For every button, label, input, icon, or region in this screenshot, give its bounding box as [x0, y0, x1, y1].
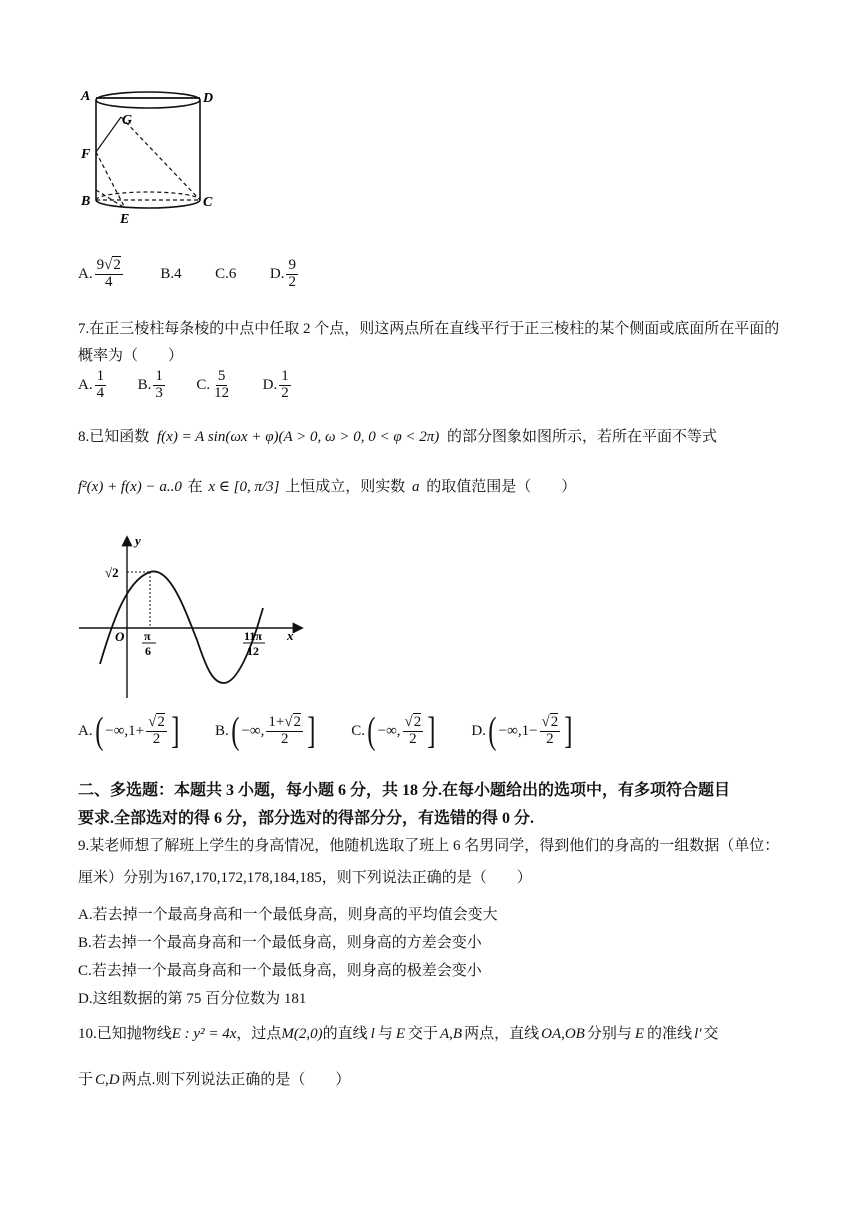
label-B: B — [81, 194, 91, 209]
q6-option-c: C.6 — [215, 265, 237, 282]
q7-options — [78, 369, 293, 402]
sine-curve — [100, 571, 263, 683]
label-F: F — [81, 147, 91, 162]
q8-function-formula: f(x) = A sin(ωx + φ)(A > 0, ω > 0, 0 < φ < 2π) — [157, 429, 440, 445]
x1-den: 6 — [145, 644, 151, 658]
section2-heading-line2: 要求.全部选对的得 6 分，部分选对的得部分分，有选错的得 0 分. — [78, 810, 535, 827]
x-axis-label: x — [287, 628, 294, 643]
section2-heading-line1: 二、多选题：本题共 3 小题，每小题 6 分，共 18 分.在每小题给出的选项中，有多项符合题目 — [78, 782, 731, 799]
q6-option-d: D. $\frac{9}{2}$ — [269, 257, 296, 290]
q9-option-a: A.若去掉一个最高身高和一个最低身高，则身高的平均值会变大 — [78, 907, 498, 923]
origin-label: O — [115, 629, 125, 644]
q7-option-c: C. $\frac{5}{12}$ — [196, 368, 230, 401]
y-axis-label: y — [135, 533, 141, 548]
q6-options — [78, 258, 300, 291]
label-E: E — [120, 212, 130, 227]
x1-num: π — [144, 629, 151, 643]
x2-den: 12 — [247, 644, 259, 658]
q9-height-data: 167,170,172,178,184,185 — [168, 870, 322, 886]
q8-sine-graph — [75, 530, 310, 700]
q9-option-c: C.若去掉一个最高身高和一个最低身高，则身高的极差会变小 — [78, 963, 482, 979]
q8-interval: x ∈ [0, π/3] — [208, 479, 280, 495]
q10-stem-line2: 于 C,D 两点.则下列说法正确的是（ ） — [78, 1072, 351, 1088]
label-A: A — [81, 89, 91, 104]
q8-option-b: B. ( −∞, $\frac{1+√2}{2}$ ] — [215, 710, 316, 752]
ymax-label: √2 — [105, 565, 119, 580]
q6-option-a: A. $\frac{9√2}{4}$ — [78, 257, 121, 290]
x2-num: 11π — [244, 629, 262, 643]
q8-options — [78, 712, 575, 750]
q8-stem-line2: f²(x) + f(x) − a..0 在 x ∈ [0, π/3] 上恒成立，则实数 a 的取值范围是（ ） — [78, 479, 577, 495]
label-G: G — [122, 113, 133, 128]
q9-option-b: B.若去掉一个最高身高和一个最低身高，则身高的方差会变小 — [78, 935, 482, 951]
q7-stem-line2: 概率为（ ） — [78, 348, 184, 364]
q8-option-c: C. ( −∞, $\frac{√2}{2}$ ] — [351, 710, 436, 752]
label-C: C — [203, 195, 213, 210]
q7-stem-line1: 7.在正三棱柱每条棱的中点中任取 2 个点，则这两点所在直线平行于正三棱柱的某个侧面或底面所在平面的 — [78, 321, 780, 337]
q7-option-b: B. $\frac{1}{3}$ — [137, 368, 163, 401]
q9-stem-line1: 9.某老师想了解班上学生的身高情况，他随机选取了班上 6 名男同学，得到他们的身高的一组数据（单位： — [78, 838, 780, 854]
q10-stem-line1: 10.已知抛物线E : y² = 4x，过点M(2,0)的直线 l 与 E 交于 A,B 两点，直线 OA,OB 分别与 E 的准线 l′ 交 — [78, 1026, 719, 1042]
q6-option-b: B.4 — [160, 265, 182, 282]
q8-option-d: D. ( −∞,1− $\frac{√2}{2}$ ] — [471, 710, 573, 752]
label-D: D — [203, 91, 214, 106]
q8-inequality: f²(x) + f(x) − a..0 — [78, 479, 182, 495]
q7-option-d: D. $\frac{1}{2}$ — [262, 368, 289, 401]
cylinder-figure — [75, 80, 225, 230]
q8-option-a: A. ( −∞,1+ $\frac{√2}{2}$ ] — [78, 710, 180, 752]
q8-stem-line1: 8.已知函数 f(x) = A sin(ωx + φ)(A > 0, ω > 0, 0 < φ < 2π) 的部分图象如图所示，若所在平面不等式 — [78, 429, 718, 445]
q7-option-a: A. $\frac{1}{4}$ — [78, 368, 105, 401]
q9-option-d: D.这组数据的第 75 百分位数为 181 — [78, 991, 307, 1007]
q9-stem-line2: 厘米）分别为167,170,172,178,184,185，则下列说法正确的是（ ） — [78, 870, 532, 886]
